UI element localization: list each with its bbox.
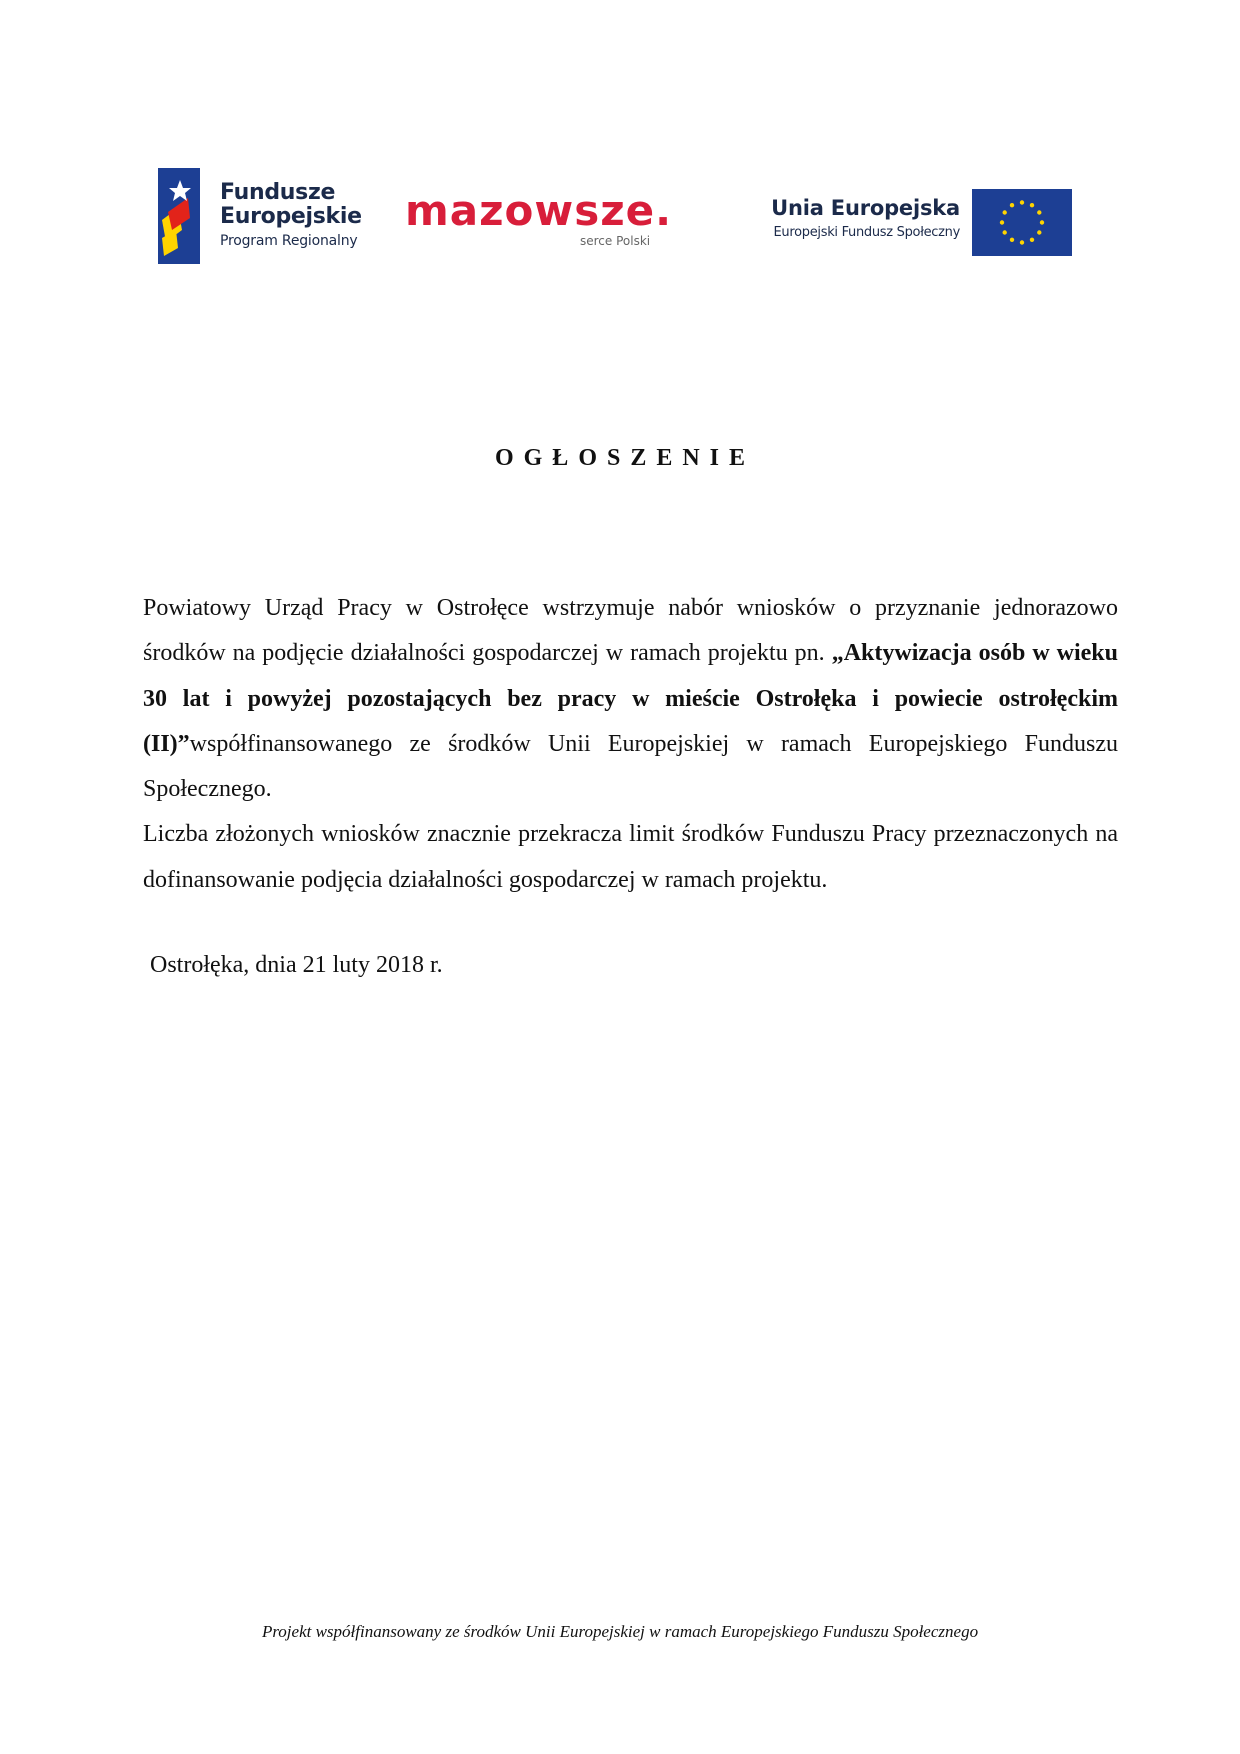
document-body — [143, 586, 1118, 903]
document-footer: Projekt współfinansowany ze środków Unii Europejskiej w ramach Europejskiego Funduszu Społecznego — [261, 1622, 979, 1641]
limit-paragraph: Liczba złożonych wniosków znacznie przekracza limit środków Funduszu Pracy przeznaczonych na dofinansowanie podjęcia działalności gospodarczej w ramach projektu. — [143, 821, 1118, 893]
fundusze-line3: Program Regionalny — [220, 233, 358, 249]
paragraph-intro: Powiatowy Urząd Pracy w Ostrołęce wstrzymuje nabór wniosków o przyznanie jednorazowo środków na podjęcie działalności gospodarczej w ramach projektu pn. — [143, 595, 1118, 667]
mazowsze-tagline: serce Polski — [580, 234, 651, 248]
document-title: OGŁOSZENIE — [494, 445, 756, 471]
eu-flag-icon — [972, 189, 1072, 256]
paragraph-cofinancing: współfinansowanego ze środków Unii Europejskiej w ramach Europejskiego Funduszu Społecznego. — [143, 730, 1118, 803]
mazowsze-wordmark: mazowsze. — [405, 186, 673, 235]
fundusze-europejskie-logo — [158, 168, 368, 264]
fundusze-europejskie-text — [220, 182, 362, 248]
unia-europejska-text — [720, 198, 960, 239]
announcement-paragraph — [143, 586, 1118, 812]
unia-europejska-line1: Unia Europejska — [771, 196, 960, 220]
fundusze-line2: Europejskie — [220, 204, 362, 229]
fundusze-europejskie-emblem-icon — [158, 168, 218, 264]
logo-bar — [0, 0, 1240, 300]
mazowsze-logo — [405, 186, 675, 250]
unia-europejska-line2: Europejski Fundusz Społeczny — [773, 225, 960, 240]
project-name: „Aktywizacja osób w wieku 30 lat i powyżej pozostających bez pracy w mieście Ostrołęka i powiecie ostrołęckim (II)” — [143, 640, 1118, 757]
document-date: Ostrołęka, dnia 21 luty 2018 r. — [150, 952, 443, 978]
fundusze-line1: Fundusze — [220, 180, 336, 205]
